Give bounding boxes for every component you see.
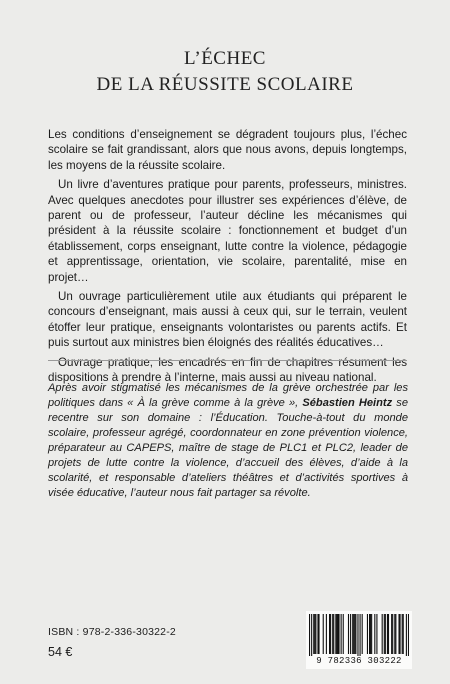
barcode-bar <box>391 614 392 654</box>
author-bio-part-1: Après avoir stigmatisé les mécanismes de la grève orchestrée par les politiques dans « À la grève comme à la grève », <box>48 382 408 409</box>
barcode-digits: 9 782336 303222 <box>316 656 402 666</box>
barcode-bar <box>392 614 393 654</box>
barcode-bar <box>317 614 318 654</box>
barcode-bar <box>355 614 356 654</box>
barcode-bar <box>318 614 319 654</box>
barcode-bar <box>376 614 377 654</box>
barcode-bar <box>395 614 396 654</box>
barcode-bar <box>330 614 331 654</box>
title-line-1: L’ÉCHEC <box>184 48 266 69</box>
barcode-bar <box>362 614 363 654</box>
barcode-bar <box>357 614 358 656</box>
barcode-bar <box>360 614 361 656</box>
divider <box>48 360 407 361</box>
author-bio <box>48 381 408 501</box>
barcode-bar <box>394 614 395 654</box>
barcode <box>306 611 412 669</box>
barcode-bar <box>314 614 315 654</box>
book-title <box>0 46 450 98</box>
barcode-bar <box>337 614 338 654</box>
summary-text <box>48 127 407 390</box>
barcode-bar <box>348 614 349 654</box>
barcode-bar <box>388 614 389 654</box>
summary-paragraph-1: Les conditions d’enseignement se dégradent toujours plus, l’échec scolaire se fait grandissant, alors que nous avons, depuis longtemps, les moyens de la réussite scolaire. <box>48 128 407 172</box>
barcode-bar <box>336 614 337 654</box>
barcode-bar <box>309 614 310 656</box>
barcode-bar <box>341 614 342 654</box>
summary-paragraph-2: Un livre d’aventures pratique pour parents, professeurs, ministres. Avec quelques anecdotes pour illustrer ses expériences d’élève, de parent ou de professeur, l’auteur décline les mécanismes qui président à la réussite scolaire : fonctionnement et budget d’un établissement, corps enseignant, lutte contre la violence, pédagogie et apprentissage, orientation, vie scolaire, parentalité, mise en projet… <box>48 178 407 284</box>
barcode-bar <box>367 614 368 654</box>
barcode-bar <box>335 614 336 654</box>
barcode-bar <box>323 614 324 654</box>
barcode-bar <box>384 614 385 654</box>
barcode-bar <box>352 614 353 654</box>
barcode-bar <box>382 614 383 654</box>
price: 54 € <box>48 645 73 659</box>
barcode-bar <box>343 614 344 654</box>
barcode-bar <box>353 614 354 654</box>
barcode-bar <box>403 614 404 654</box>
barcode-bars <box>309 614 409 656</box>
author-name: Sébastien Heintz <box>302 397 393 409</box>
barcode-bar <box>329 614 330 654</box>
barcode-bar <box>313 614 314 654</box>
barcode-bar <box>332 614 333 654</box>
barcode-bar <box>406 614 407 656</box>
barcode-bar <box>398 614 399 654</box>
barcode-bar <box>338 614 339 654</box>
barcode-bar <box>315 614 316 654</box>
barcode-bar <box>400 614 401 654</box>
barcode-bar <box>371 614 372 654</box>
author-bio-part-2: se recentre sur son domaine : l’Éducation. Touche-à-tout du monde scolaire, professeur agrégé, coordonnateur en zone prévention violence, préparateur au CAPEPS, maître de stage de PLC1 et PLC2, leader de projets de lutte contre la violence, d’accueil des élèves, d’aide à la scolarité, et responsable d’ateliers théâtres et d’activités sportives à visée éducative, l’auteur nous fait partager sa révolte. <box>48 397 408 499</box>
isbn: ISBN : 978-2-336-30322-2 <box>48 626 176 638</box>
barcode-bar <box>408 614 409 656</box>
barcode-bar <box>370 614 371 654</box>
author-bio-paragraph <box>48 381 408 501</box>
barcode-bar <box>311 614 312 656</box>
summary-paragraph-3: Un ouvrage particulièrement utile aux étudiants qui préparent le concours d’enseignant, mais aussi à ceux qui, sur le terrain, veulent étoffer leur pratique, enseignants volontaristes ou parents actifs. Et puis surtout aux ministres bien éloignés des réalités éducatives… <box>48 290 407 350</box>
barcode-bar <box>354 614 355 654</box>
barcode-bar <box>333 614 334 654</box>
barcode-bar <box>326 614 327 654</box>
title-line-2: DE LA RÉUSSITE SCOLAIRE <box>96 74 354 95</box>
barcode-bar <box>402 614 403 654</box>
barcode-bar <box>374 614 375 654</box>
barcode-bar <box>385 614 386 654</box>
barcode-bar <box>387 614 388 654</box>
barcode-bar <box>369 614 370 654</box>
summary-paragraph-4: Ouvrage pratique, les encadrés en fin de chapitres résument les dispositions à prendre à l’interne, mais aussi au niveau national. <box>48 355 407 385</box>
barcode-bar <box>350 614 351 654</box>
